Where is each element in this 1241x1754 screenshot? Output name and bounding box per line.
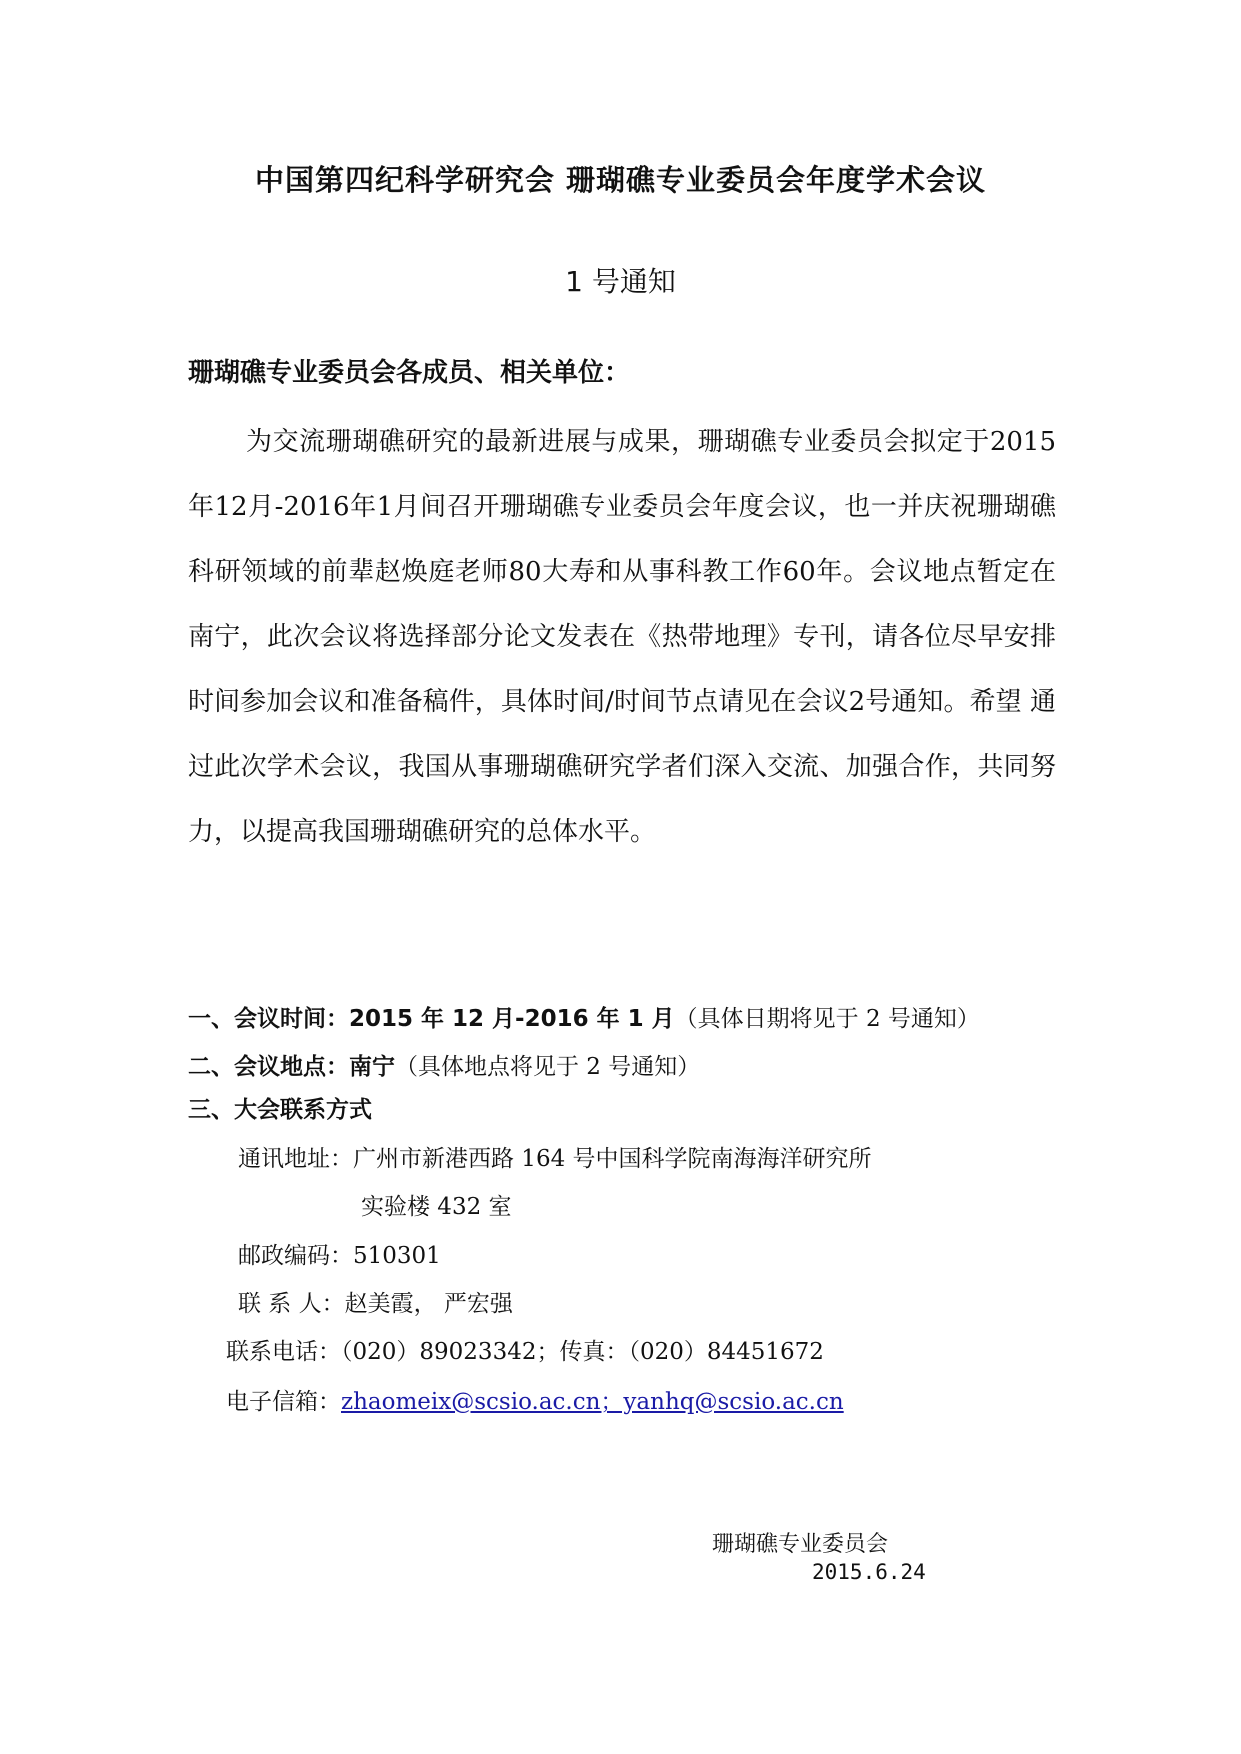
email-link[interactable]: zhaomeix@scsio.ac.cn；yanhq@scsio.ac.cn xyxy=(341,1389,844,1415)
section-meeting-place-label: 二、会议地点：南宁 xyxy=(188,1054,395,1080)
contact-address xyxy=(238,1140,872,1173)
section-meeting-time-note: （具体日期将见于 2 号通知） xyxy=(674,1006,980,1032)
phone-label: 联系电话： xyxy=(226,1339,341,1365)
section-contact-label: 三、大会联系方式 xyxy=(188,1097,372,1123)
section-contact xyxy=(188,1091,372,1124)
section-meeting-time xyxy=(188,1000,980,1033)
section-meeting-place-note: （具体地点将见于 2 号通知） xyxy=(395,1054,701,1080)
section-meeting-time-label: 一、会议时间：2015 年 12 月-2016 年 1 月 xyxy=(188,1006,675,1032)
phone-value: （020）89023342；传真：（020）84451672 xyxy=(341,1339,824,1365)
contact-email xyxy=(226,1383,844,1416)
address-label: 通讯地址： xyxy=(238,1146,353,1172)
email-label: 电子信箱： xyxy=(226,1389,341,1415)
notice-number: 1 号通知 xyxy=(565,265,676,298)
body-paragraph: 为交流珊瑚礁研究的最新进展与成果，珊瑚礁专业委员会拟定于2015年12月-2016年1月间召开珊瑚礁专业委员会年度会议，也一并庆祝珊瑚礁科研领域的前辈赵焕庭老师80大寿和从事科教工作60年。会议地点暂定在南宁，此次会议将选择部分论文发表在《热带地理》专刊，请各位尽早安排时间参加会议和准备稿件，具体时间/时间节点请见在会议2号通知。希望 通过此次学术会议，我国从事珊瑚礁研究学者们深入交流、加强合作，共同努力，以提高我国珊瑚礁研究的总体水平。 xyxy=(188,427,1056,847)
section-meeting-place xyxy=(188,1048,700,1081)
contact-phone xyxy=(226,1333,824,1366)
salutation: 珊瑚礁专业委员会各成员、相关单位： xyxy=(188,358,631,388)
signature-org: 珊瑚礁专业委员会 xyxy=(712,1532,889,1557)
person-label: 联 系 人： xyxy=(238,1291,345,1317)
contact-postcode xyxy=(238,1237,441,1270)
document-title: 中国第四纪科学研究会 珊瑚礁专业委员会年度学术会议 xyxy=(254,163,987,197)
person-value: 赵美霞， 严宏强 xyxy=(344,1291,513,1317)
address-line2: 实验楼 432 室 xyxy=(361,1194,512,1220)
postcode-label: 邮政编码： xyxy=(238,1243,353,1269)
contact-person xyxy=(238,1285,513,1318)
address-line1: 广州市新港西路 164 号中国科学院南海海洋研究所 xyxy=(353,1146,872,1172)
signature-date: 2015.6.24 xyxy=(812,1560,926,1584)
postcode-value: 510301 xyxy=(353,1243,441,1269)
